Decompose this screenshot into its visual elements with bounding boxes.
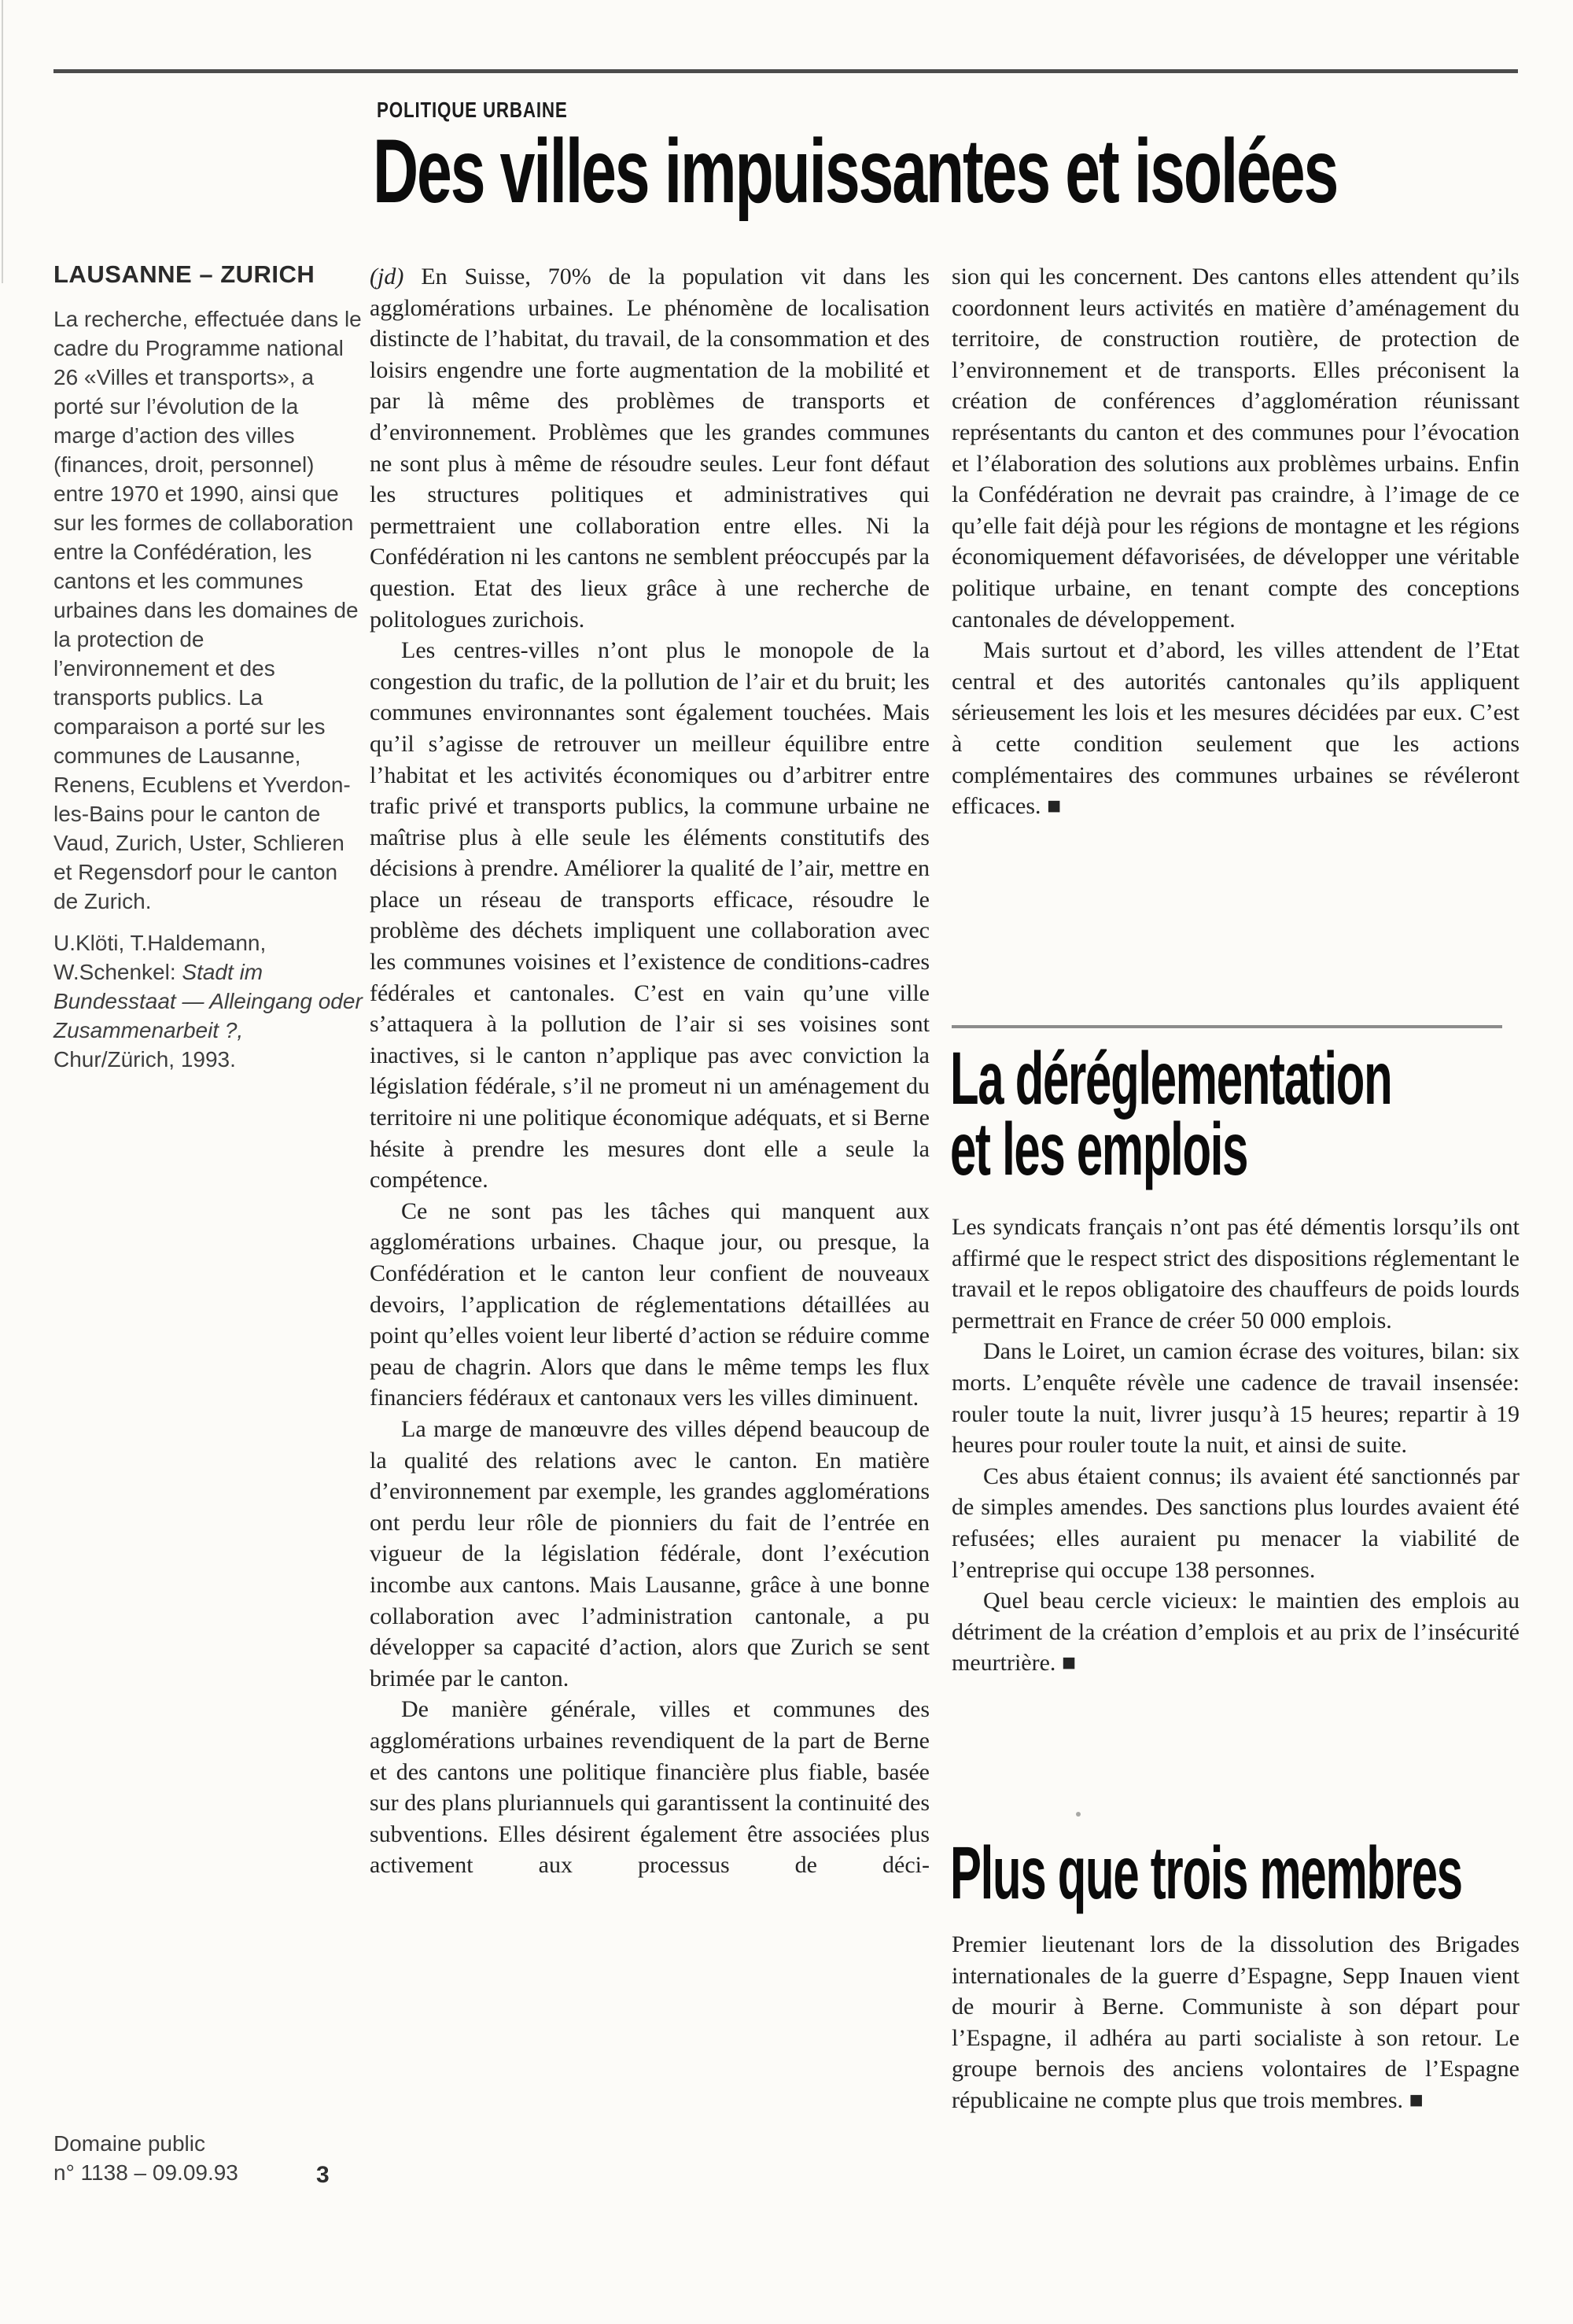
article-paragraph: La marge de manœuvre des villes dépend beaucoup de la qualité des relations avec le canton. En matière d’environnement par exemple, les grandes agglomérations ont perdu leur rôle de pionniers du fait de l’entrée en vigueur de la législation fédérale, dont l’exécution incombe aux cantons. Mais Lausanne, grâce à une bonne collaboration avec l’administration cantonale, a pu développer sa capacité d’action, alors que Zurich se sent brimée par le canton. xyxy=(370,1415,930,1691)
article-paragraph: Quel beau cercle vicieux: le maintien des emplois au détriment de la création d’emplois et au prix de l’insécurité meurtrière. ■ xyxy=(952,1588,1520,1677)
article-paragraph: Mais surtout et d’abord, les villes attendent de l’Etat central et des autorités cantonales qu’ils appliquent sérieusement les lois et les mesures décidées par eux. C’est à cette condition seulement que les actions complémentaires des communes urbaines se révéleront efficaces. ■ xyxy=(952,637,1520,820)
sidebar-summary-text: La recherche, effectuée dans le cadre du Programme national 26 «Villes et transports», a porté sur l’évolution de la marge d’action des villes (finances, droit, personnel) entre 1970 et 1990, ainsi que sur les formes de collaboration entre la Confédération, les cantons et les communes urbaines dans les domaines de la protection de l’environnement et des transports publics. La comparaison a porté sur les communes de Lausanne, Renens, Ecublens et Yverdon-les-Bains pour le canton de Vaud, Zurich, Uster, Schlieren et Regensdorf pour le canton de Zurich. xyxy=(53,307,362,913)
journal-footer xyxy=(53,2129,238,2187)
byline: (jd) xyxy=(370,264,404,290)
article-paragraph: Dans le Loiret, un camion écrase des voitures, bilan: six morts. L’enquête révèle une cadence de travail insensée: rouler toute la nuit, livrer jusqu’à 15 heures; repartir à 19 heures pour rouler toute la nuit, et ainsi de suite. xyxy=(952,1338,1520,1459)
reference-publication: Chur/Zürich, 1993. xyxy=(53,1047,236,1072)
article-paragraph: Ce ne sont pas les tâches qui manquent aux agglomérations urbaines. Chaque jour, ou presque, la Confédération et le canton leur confient de nouveaux devoirs, l’application de réglementations détaillées au point qu’elles voient leur liberté d’action se réduire comme peau de chagrin. Alors que dans le même temps les flux financiers fédéraux et cantonaux vers les villes diminuent. xyxy=(370,1197,930,1411)
page-number: 3 xyxy=(316,2162,330,2188)
scan-edge-line xyxy=(2,0,3,283)
section-divider-rule xyxy=(952,1025,1502,1028)
kicker: POLITIQUE URBAINE xyxy=(377,98,568,122)
article-paragraph: Les syndicats français n’ont pas été démentis lorsqu’ils ont affirmé que le respect strict des dispositions réglementant le travail et le repos obligatoire des chauffeurs de poids lourds permettrait en France de créer 50 000 emplois. xyxy=(952,1214,1520,1334)
article2-title-line2: et les emplois xyxy=(950,1108,1248,1191)
article-paragraph: De manière générale, villes et communes des agglomérations urbaines revendiquent de la part de Berne et des cantons une politique financière plus fiable, basée sur des plans pluriannuels qui garantissent la continuité des subventions. Elles désirent également être associées plus activement aux processus de déci- xyxy=(370,1696,930,1879)
journal-name: Domaine public xyxy=(53,2131,205,2156)
article-paragraph: Ces abus étaient connus; ils avaient été sanctionnés par de simples amendes. Des sanctions plus lourdes avaient été refusées; elles auraient pu menacer la viabilité de l’entreprise qui occupe 138 personnes. xyxy=(952,1463,1520,1583)
top-rule xyxy=(53,69,1518,73)
article2-title xyxy=(950,1037,1392,1191)
reference-authors: U.Klöti, T.Haldemann, W.Schenkel: xyxy=(53,931,267,984)
paragraph-text: En Suisse, 70% de la population vit dans les agglomérations urbaines. Le phénomène de localisation distincte de l’habitat, du travail, de la consommation et des loisirs engendre une forte augmentation de la mobilité et par là même des problèmes de transports et d’environnement. Problèmes que les grandes communes ne sont plus à même de résoudre seules. Leur font défaut les structures politiques et administratives qui permettraient une collaboration entre elles. Ni la Confédération ni les cantons ne semblent préoccupés par la question. Etat des lieux grâce à une recherche de politologues zurichois. xyxy=(370,264,930,633)
article-paragraph xyxy=(370,261,930,635)
article-paragraph: sion qui les concernent. Des cantons elles attendent qu’ils coordonnent leurs activités en matière d’aménagement du territoire, de construction routière, de protection de l’environnement et de transports. Elles préconisent la création de conférences d’agglomération réunissant représentants du canton et des communes pour l’évocation et l’élaboration des solutions aux problèmes urbains. Enfin la Confédération ne devrait pas craindre, à l’image de ce qu’elle fait déjà pour les régions de montagne et les régions économiquement défavorisées, de développer une véritable politique urbaine, en tenant compte des conceptions cantonales de développement. xyxy=(952,264,1520,633)
article2-body xyxy=(952,1212,1520,1679)
reference-title: Stadt im Bundesstaat — Alleingang oder Zusammenarbeit ?, xyxy=(53,960,363,1042)
article3-body xyxy=(952,1929,1520,2116)
article2-title-line1: La déréglementation xyxy=(950,1037,1392,1120)
sidebar-reference xyxy=(53,928,365,1074)
article1-column1 xyxy=(370,261,930,2198)
sidebar-heading: LAUSANNE – ZURICH xyxy=(53,260,315,288)
issue-number-date: n° 1138 – 09.09.93 xyxy=(53,2160,238,2185)
article1-column2 xyxy=(952,261,1520,822)
scan-artifact-dot xyxy=(1076,1812,1081,1817)
article-paragraph: Les centres-villes n’ont plus le monopole de la congestion du trafic, de la pollution de l’air et du bruit; les communes environnantes sont également touchées. Mais qu’il s’agisse de retrouver un meilleur équilibre entre l’habitat et les activités économiques ou d’arbitrer entre trafic privé et transports publics, la commune urbaine ne maîtrise plus à elle seule les éléments constitutifs des décisions à prendre. Améliorer la qualité de l’air, mettre en place un réseau de transports efficace, résoudre le problème des déchets impliquent une collaboration avec les communes voisines et l’existence de conditions-cadres fédérales et cantonales. C’est en vain qu’une ville s’attaquera à la pollution de l’air si ses voisines sont inactives, si le canton n’applique pas avec conviction la législation fédérale, s’il ne promeut ni un aménagement du territoire ni une politique économique adéquats, et si Berne hésite à prendre les mesures dont elle a seule la compétence. xyxy=(370,637,930,1193)
page-title: Des villes impuissantes et isolées xyxy=(373,121,1338,222)
sidebar-summary xyxy=(53,260,365,1074)
article-paragraph: Premier lieutenant lors de la dissolution des Brigades internationales de la guerre d’Espagne, Sepp Inauen vient de mourir à Berne. Communiste à son départ pour l’Espagne, il adhéra au parti socialiste à son retour. Le groupe bernois des anciens volontaires de l’Espagne républicaine ne compte plus que trois membres. ■ xyxy=(952,1931,1520,2113)
article3-title: Plus que trois membres xyxy=(950,1832,1462,1915)
